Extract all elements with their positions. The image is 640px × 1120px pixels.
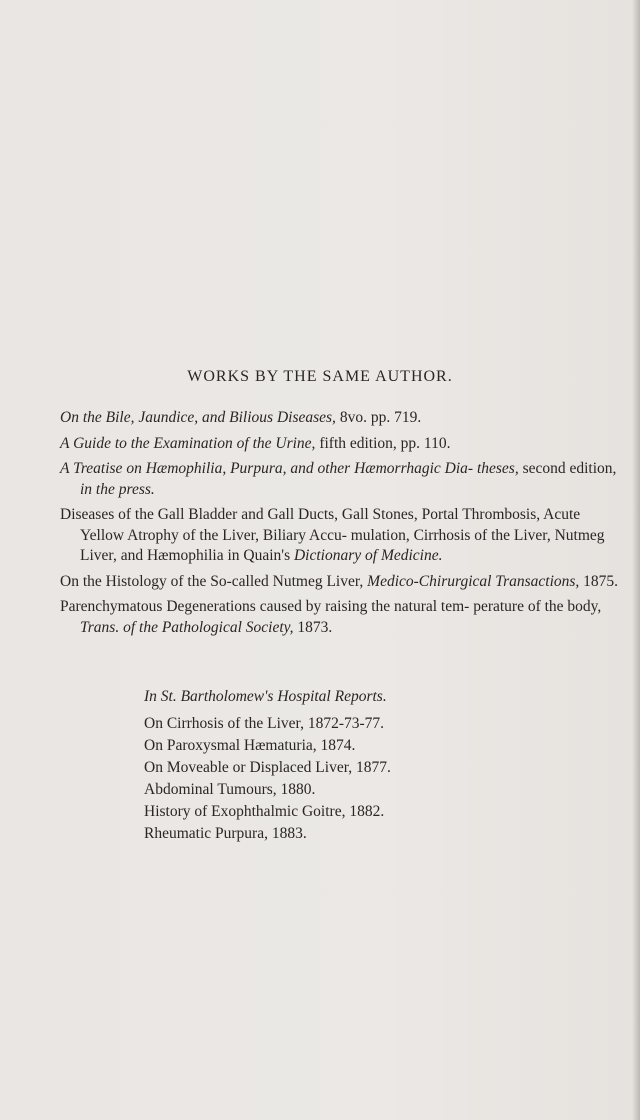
work-text: On the Histology of the So-called Nutmeg Liver, — [60, 572, 368, 590]
work-title-italic: A Guide to the Examination of the Urine, — [60, 434, 316, 452]
work-entry — [60, 459, 626, 500]
work-text: fifth edition, pp. 110. — [315, 434, 451, 452]
work-title-italic: On the Bile, Jaundice, and Bilious Diseases, — [60, 409, 336, 426]
page-heading: WORKS BY THE SAME AUTHOR. — [187, 368, 453, 385]
page-edge-shadow — [632, 0, 640, 1120]
work-entry — [60, 434, 626, 455]
subsection-item: History of Exophthalmic Goitre, 1882. — [144, 803, 385, 820]
works-list — [60, 408, 626, 643]
work-entry — [60, 572, 626, 593]
work-entry — [60, 408, 626, 429]
work-title-italic: Trans. of the Pathological Society, — [80, 618, 294, 636]
work-text: Parenchymatous Degenerations caused by raising the natural tem- perature of the body, — [60, 598, 602, 615]
work-title-italic: Dictionary of Medicine. — [293, 547, 443, 564]
subsection-item: On Moveable or Displaced Liver, 1877. — [144, 759, 391, 776]
work-text: 8vo. pp. 719. — [335, 409, 422, 426]
work-text: 1875. — [579, 572, 619, 590]
work-text: second edition, — [518, 460, 617, 477]
subsection-item: On Paroxysmal Hæmaturia, 1874. — [144, 737, 356, 754]
work-title-italic: Medico-Chirurgical Transactions, — [367, 572, 580, 590]
work-title-italic: in the press. — [80, 480, 155, 498]
work-text: 1873. — [293, 618, 333, 636]
work-title-italic: A Treatise on Hæmophilia, Purpura, and other Hæmorrhagic Dia- theses, — [60, 460, 519, 477]
subsection-item: Rheumatic Purpura, 1883. — [144, 825, 307, 842]
subsection-heading: In St. Bartholomew's Hospital Reports. — [144, 688, 387, 705]
subsection-list — [144, 713, 391, 845]
work-text: Diseases of the Gall Bladder and Gall Ducts, Gall Stones, Portal Thrombosis, Acute Yellow Atrophy of the Liver, Biliary Accu- mulation, Cirrhosis of the Liver, Nutmeg Liver, and Hæmophilia in Quain's — [60, 506, 605, 564]
subsection-item: On Cirrhosis of the Liver, 1872-73-77. — [144, 715, 385, 732]
work-entry — [60, 597, 626, 638]
subsection-item: Abdominal Tumours, 1880. — [144, 781, 316, 798]
work-entry — [60, 505, 626, 567]
